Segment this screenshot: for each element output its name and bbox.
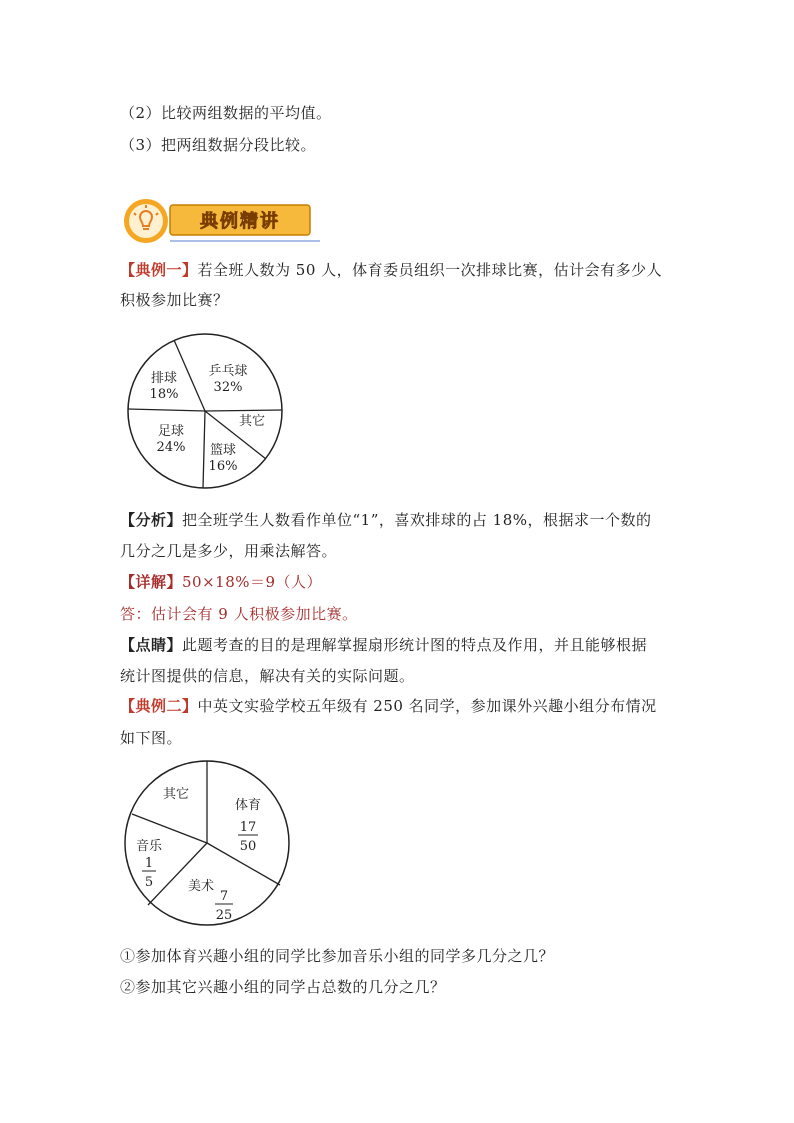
slice-label: 其它 <box>162 787 190 802</box>
slice-label: 乒乓球 <box>208 364 248 379</box>
slice-denominator: 25 <box>215 908 233 923</box>
answer-text: 答：估计会有 9 人积极参加比赛。 <box>120 605 358 623</box>
slice-label: 足球 <box>157 424 185 439</box>
example2-question1: ①参加体育兴趣小组的同学比参加音乐小组的同学多几分之几？ <box>120 947 555 965</box>
example2-line1 <box>120 695 657 716</box>
slice-value: 16% <box>208 459 238 474</box>
slice-numerator: 7 <box>219 889 229 904</box>
detail-text: 50×18%＝9（人） <box>182 573 323 591</box>
example2-text2: 如下图。 <box>120 729 183 747</box>
slice-numerator: 17 <box>239 820 257 835</box>
detail-tag: 【详解】 <box>120 573 183 591</box>
analysis-line1 <box>120 509 652 530</box>
example1-tag: 【典例一】 <box>120 261 198 279</box>
section-badge <box>120 195 320 247</box>
slice-label: 音乐 <box>135 839 163 854</box>
slice-denominator: 5 <box>144 875 154 890</box>
slice-label: 排球 <box>150 371 178 386</box>
comment-text2: 统计图提供的信息，解决有关的实际问题。 <box>120 667 415 685</box>
example1-text2: 积极参加比赛？ <box>120 291 229 309</box>
intro-item-2: （2）比较两组数据的平均值。 <box>120 104 332 122</box>
example2-tag: 【典例二】 <box>120 697 198 715</box>
slice-value: 18% <box>149 387 179 402</box>
example2-question2: ②参加其它兴趣小组的同学占总数的几分之几？ <box>120 978 446 996</box>
analysis-text1: 把全班学生人数看作单位“1”，喜欢排球的占 18%，根据求一个数的 <box>182 511 652 529</box>
comment-text1: 此题考查的目的是理解掌握扇形统计图的特点及作用，并且能够根据 <box>182 636 648 654</box>
example1-line1 <box>120 259 662 280</box>
example1-text1: 若全班人数为 50 人，体育委员组织一次排球比赛，估计会有多少人 <box>197 261 663 279</box>
analysis-tag: 【分析】 <box>120 511 183 529</box>
slice-label: 篮球 <box>209 443 237 458</box>
comment-tag: 【点睛】 <box>120 636 183 654</box>
intro-item-3: （3）把两组数据分段比较。 <box>120 136 317 154</box>
analysis-text2: 几分之几是多少，用乘法解答。 <box>120 542 338 560</box>
slice-denominator: 50 <box>239 839 257 854</box>
slice-value: 24% <box>156 440 186 455</box>
slice-label: 美术 <box>187 879 215 894</box>
comment-line1 <box>120 634 647 655</box>
slice-label: 其它 <box>238 414 266 429</box>
slice-value: 32% <box>213 380 243 395</box>
detail-line <box>120 571 322 592</box>
pie-chart-interest-groups <box>118 754 296 932</box>
slice-label: 体育 <box>234 798 262 813</box>
pie-chart-sports <box>122 328 288 494</box>
slice-numerator: 1 <box>144 856 154 871</box>
example2-text1: 中英文实验学校五年级有 250 名同学，参加课外兴趣小组分布情况 <box>197 697 657 715</box>
section-title: 典例精讲 <box>200 211 280 232</box>
